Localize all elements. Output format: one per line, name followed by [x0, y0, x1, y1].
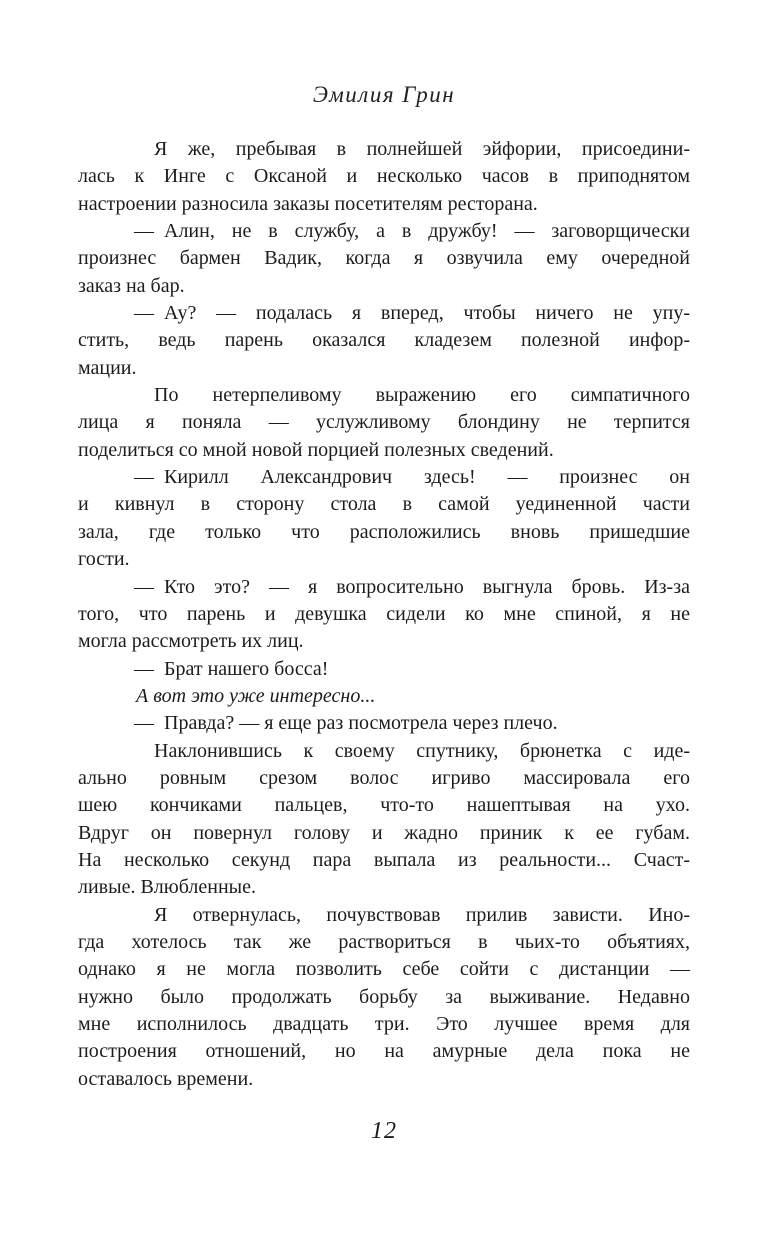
paragraph-dialogue [78, 656, 690, 683]
paragraph-dialogue [78, 300, 690, 382]
text-line: могла рассмотреть их лиц. [78, 630, 304, 653]
paragraph-narrative [78, 738, 690, 902]
page-number: 12 [371, 1118, 397, 1144]
text-line: Я отвернулась, почувствовав прилив зависти. Ино- [154, 903, 690, 926]
text-line: Я же, пребывая в полнейшей эйфории, присоедини- [154, 138, 690, 160]
text-line: гда хотелось так же раствориться в чьих-то объятиях, [78, 930, 690, 953]
text-line: нужно было продолжать борьбу за выживание. Недавно [78, 985, 690, 1008]
text-line: — Правда? — я еще раз посмотрела через плечо. [134, 712, 558, 735]
text-line: гости. [78, 548, 130, 571]
text-line: ально ровным срезом волос игриво массировала его [78, 766, 690, 789]
text-line: — Алин, не в службу, а в дружбу! — заговорщически [134, 220, 690, 243]
paragraph-thought [78, 683, 690, 710]
text-line: поделиться со мной новой порцией полезных сведений. [78, 438, 554, 461]
text-line: заказ на бар. [78, 274, 185, 297]
text-line: лась к Инге с Оксаной и несколько часов в приподнятом [78, 165, 690, 188]
paragraph-dialogue [78, 574, 690, 656]
running-header: Эмилия Грин [312, 82, 456, 107]
text-line: стить, ведь парень оказался кладезем полезной инфор- [78, 329, 690, 352]
text-line: По нетерпеливому выражению его симпатичного [154, 384, 690, 407]
text-line: А вот это уже интересно... [136, 684, 376, 707]
text-line: оставалось времени. [78, 1067, 254, 1090]
text-line: построения отношений, но на амурные дела пока не [78, 1040, 690, 1063]
text-line: мации. [78, 356, 137, 379]
text-line: и кивнул в сторону стола в самой уединенной части [78, 493, 690, 516]
text-line: произнес бармен Вадик, когда я озвучила ему очередной [78, 247, 690, 270]
text-line: Наклонившись к своему спутнику, брюнетка с иде- [154, 739, 690, 762]
text-line: мне исполнилось двадцать три. Это лучшее время для [78, 1013, 690, 1035]
text-line: Вдруг он повернул голову и жадно приник к ее губам. [78, 821, 690, 844]
text-line: — Кирилл Александрович здесь! — произнес он [134, 466, 690, 489]
text-line: того, что парень и девушка сидели ко мне спиной, я не [78, 602, 690, 625]
text-line: однако я не могла позволить себе сойти с дистанции — [78, 958, 690, 981]
text-line: лица я поняла — услужливому блондину не терпится [78, 411, 690, 434]
paragraph-dialogue [78, 218, 690, 300]
paragraph-narrative [78, 382, 690, 464]
text-line: зала, где только что расположились вновь пришедшие [78, 520, 690, 543]
text-line: шею кончиками пальцев, что-то нашептывая на ухо. [78, 794, 690, 817]
text-line: — Ау? — подалась я вперед, чтобы ничего не упу- [134, 302, 690, 325]
paragraph-narrative [78, 902, 690, 1093]
text-line: — Кто это? — я вопросительно выгнула бровь. Из-за [134, 575, 690, 598]
paragraph-narrative [78, 136, 690, 218]
text-line: — Брат нашего босса! [134, 657, 329, 680]
paragraph-dialogue [78, 464, 690, 573]
paragraph-dialogue [78, 710, 690, 737]
text-line: настроении разносила заказы посетителям ресторана. [78, 192, 538, 215]
text-line: На несколько секунд пара выпала из реальности... Счаст- [78, 848, 690, 871]
body-text [78, 136, 690, 1093]
text-line: ливые. Влюбленные. [78, 876, 256, 899]
